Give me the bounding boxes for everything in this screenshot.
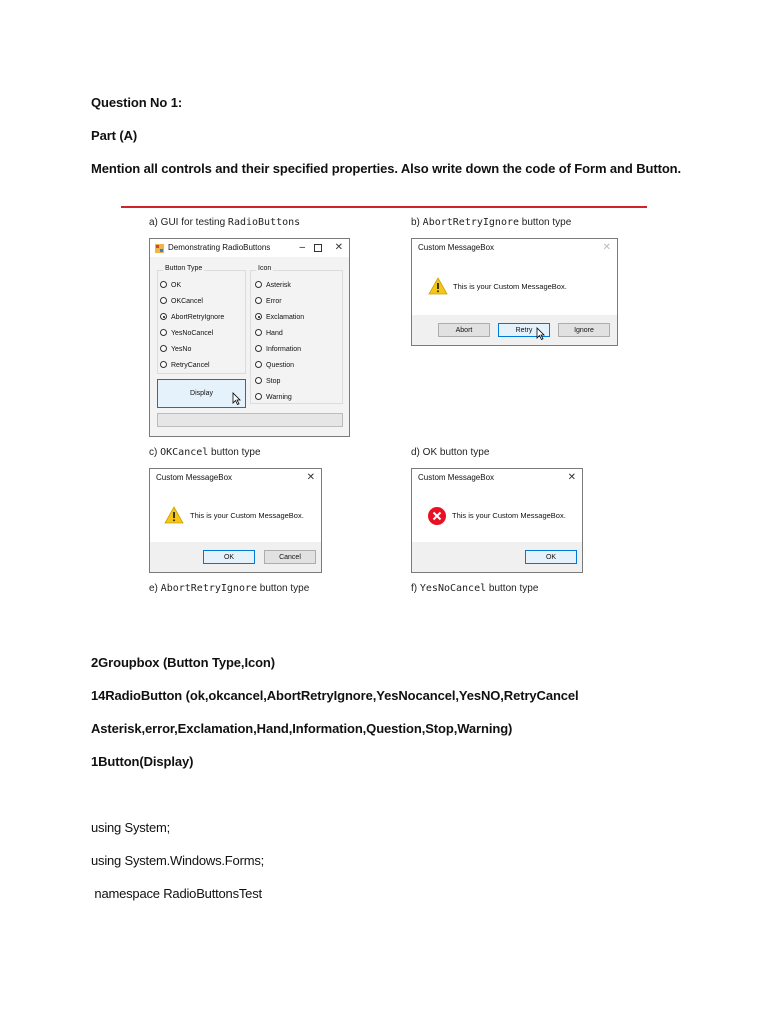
radio-exclamation[interactable]: Exclamation — [255, 313, 304, 323]
cancel-button[interactable]: Cancel — [264, 550, 316, 564]
caption-b: b) AbortRetryIgnore button type — [411, 217, 572, 228]
radio-demo-window — [149, 238, 350, 437]
msgbox-title: Custom MessageBox — [418, 473, 495, 482]
caption-c: c) OKCancel button type — [149, 447, 261, 458]
ok-button[interactable]: OK — [203, 550, 255, 564]
summary-radiobutton: 14RadioButton (ok,okcancel,AbortRetryIgnore,YesNocancel,YesNO,RetryCancel — [91, 688, 579, 703]
okcancel-msgbox — [149, 468, 322, 573]
ignore-button[interactable]: Ignore — [558, 323, 610, 337]
app-icon — [155, 244, 164, 253]
radio-abortretryignore[interactable]: AbortRetryIgnore — [160, 313, 224, 323]
minimize-icon[interactable]: – — [299, 242, 305, 253]
msgbox-text: This is your Custom MessageBox. — [453, 282, 567, 291]
warning-icon — [428, 277, 448, 295]
close-icon[interactable]: ✕ — [602, 242, 611, 253]
radio-stop[interactable]: Stop — [255, 377, 280, 387]
radio-error[interactable]: Error — [255, 297, 282, 307]
code-line-2: using System.Windows.Forms; — [91, 853, 265, 868]
part-heading: Part (A) — [91, 128, 138, 143]
msgbox-text: This is your Custom MessageBox. — [190, 511, 304, 520]
question-heading: Question No 1: — [91, 95, 183, 110]
close-icon[interactable]: ✕ — [334, 242, 343, 253]
error-icon — [427, 506, 447, 526]
msgbox-text: This is your Custom MessageBox. — [452, 511, 566, 520]
window-title: Demonstrating RadioButtons — [168, 243, 271, 252]
mouse-cursor-icon — [536, 327, 545, 340]
output-label-box — [157, 413, 343, 427]
radio-information[interactable]: Information — [255, 345, 301, 355]
radio-warning[interactable]: Warning — [255, 393, 292, 403]
ok-msgbox — [411, 468, 583, 573]
msgbox-title: Custom MessageBox — [156, 473, 233, 482]
icon-group-label: Icon — [258, 265, 272, 272]
display-button[interactable]: Display — [157, 379, 246, 408]
caption-f: f) YesNoCancel button type — [411, 583, 539, 594]
retry-button[interactable]: Retry — [498, 323, 550, 337]
close-icon[interactable]: ✕ — [306, 472, 315, 483]
summary-button: 1Button(Display) — [91, 754, 194, 769]
radio-ok[interactable]: OK — [160, 281, 181, 291]
caption-a: a) GUI for testing RadioButtons — [149, 217, 301, 228]
maximize-icon[interactable] — [314, 244, 322, 252]
radio-asterisk[interactable]: Asterisk — [255, 281, 291, 291]
code-line-1: using System; — [91, 820, 171, 835]
radio-hand[interactable]: Hand — [255, 329, 283, 339]
instruction-text: Mention all controls and their specified properties. Also write down the code of Form and Button. — [91, 161, 682, 176]
msgbox-title: Custom MessageBox — [418, 243, 495, 252]
code-line-3: namespace RadioButtonsTest — [91, 886, 262, 901]
radio-question[interactable]: Question — [255, 361, 294, 371]
button-type-label: Button Type — [165, 265, 203, 272]
abortretryignore-msgbox — [411, 238, 618, 346]
summary-groupbox: 2Groupbox (Button Type,Icon) — [91, 655, 275, 670]
ok-button[interactable]: OK — [525, 550, 577, 564]
abort-button[interactable]: Abort — [438, 323, 490, 337]
close-icon[interactable]: ✕ — [567, 472, 576, 483]
caption-d: d) OK button type — [411, 447, 490, 458]
caption-e: e) AbortRetryIgnore button type — [149, 583, 310, 594]
radio-retrycancel[interactable]: RetryCancel — [160, 361, 210, 371]
summary-radiobutton-cont: Asterisk,error,Exclamation,Hand,Information,Question,Stop,Warning) — [91, 721, 513, 736]
warning-icon — [164, 506, 184, 524]
radio-okcancel[interactable]: OKCancel — [160, 297, 203, 307]
radio-yesno[interactable]: YesNo — [160, 345, 191, 355]
mouse-cursor-icon — [232, 392, 241, 405]
radio-yesnocancel[interactable]: YesNoCancel — [160, 329, 213, 339]
figure-top-rule — [121, 206, 647, 208]
